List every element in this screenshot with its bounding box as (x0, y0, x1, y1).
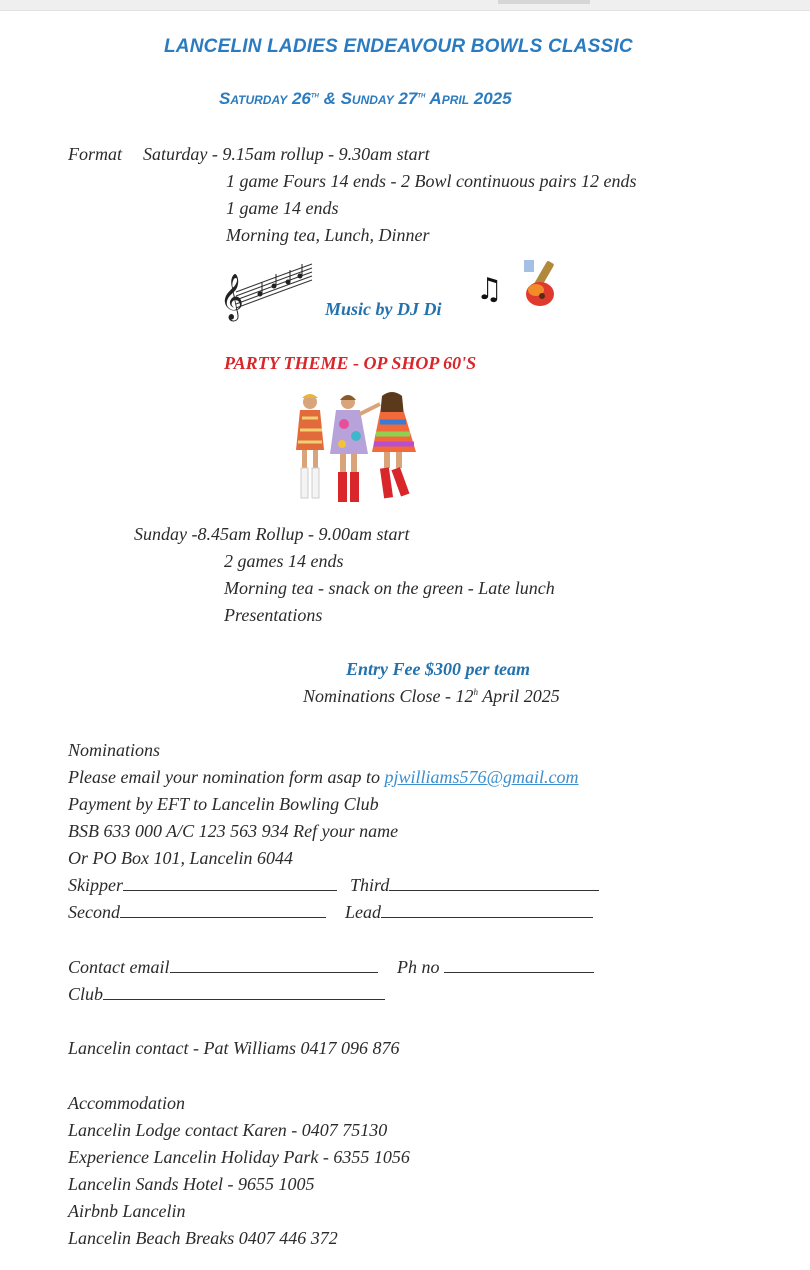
contact-email-field[interactable] (68, 957, 378, 978)
contact-email-label: Contact email (68, 957, 170, 977)
nominations-close-sup: h (473, 687, 479, 697)
date-sup-sun: th (417, 89, 426, 100)
email-prefix: Please email your nomination form asap to (68, 767, 385, 787)
party-theme: PARTY THEME - OP SHOP 60'S (224, 353, 477, 373)
nominations-close-suffix: April 2025 (478, 686, 560, 706)
music-staff-icon (218, 258, 314, 320)
format-label: Format (68, 144, 122, 164)
saturday-line-2: 1 game Fours 14 ends - 2 Bowl continuous pairs 12 ends (226, 171, 637, 191)
accommodation-heading: Accommodation (68, 1093, 185, 1113)
saturday-line-1: Saturday - 9.15am rollup - 9.30am start (143, 144, 430, 164)
sunday-line-3: Morning tea - snack on the green - Late lunch (224, 578, 555, 598)
sunday-line-4: Presentations (224, 605, 323, 625)
phone-label: Ph no (397, 957, 440, 977)
skipper-blank[interactable] (123, 875, 337, 891)
date-saturday: Saturday 26 (219, 89, 311, 108)
email-link[interactable]: pjwilliams576@gmail.com (384, 767, 579, 787)
accommodation-item: Lancelin Sands Hotel - 9655 1005 (68, 1174, 315, 1194)
svg-text:𝄞: 𝄞 (220, 274, 244, 320)
sunday-line-1: Sunday -8.45am Rollup - 9.00am start (134, 524, 410, 544)
third-label: Third (350, 875, 390, 895)
phone-field[interactable] (397, 957, 594, 978)
sixties-dancers-image (288, 390, 428, 510)
entry-fee: Entry Fee $300 per team (346, 659, 530, 679)
sunday-line-2: 2 games 14 ends (224, 551, 344, 571)
lead-blank[interactable] (381, 902, 593, 918)
music-note-icon: ♫ (476, 272, 503, 307)
date-sup-sat: th (310, 89, 319, 100)
accommodation-item: Airbnb Lancelin (68, 1201, 186, 1221)
third-blank[interactable] (389, 875, 599, 891)
accommodation-item: Lancelin Lodge contact Karen - 0407 75130 (68, 1120, 388, 1140)
date-sunday: & Sunday 27 (318, 89, 418, 108)
lead-label: Lead (345, 902, 381, 922)
second-field[interactable] (68, 902, 326, 923)
event-dates (219, 89, 512, 109)
music-by-dj: Music by DJ Di (325, 299, 442, 319)
po-box-line: Or PO Box 101, Lancelin 6044 (68, 848, 293, 868)
nominations-heading: Nominations (68, 740, 161, 760)
bsb-line: BSB 633 000 A/C 123 563 934 Ref your name (68, 821, 399, 841)
saturday-line-4: Morning tea, Lunch, Dinner (226, 225, 430, 245)
club-blank[interactable] (103, 984, 385, 1000)
guitar-icon (516, 258, 568, 310)
accommodation-item: Experience Lancelin Holiday Park - 6355 1056 (68, 1147, 410, 1167)
payment-line: Payment by EFT to Lancelin Bowling Club (68, 794, 379, 814)
club-label: Club (68, 984, 104, 1004)
phone-blank[interactable] (444, 957, 594, 973)
event-title: LANCELIN LADIES ENDEAVOUR BOWLS CLASSIC (164, 36, 633, 57)
nominations-email-line (68, 767, 579, 788)
lancelin-contact: Lancelin contact - Pat Williams 0417 096 876 (68, 1038, 400, 1058)
top-bar (0, 0, 810, 11)
saturday-line-3: 1 game 14 ends (226, 198, 339, 218)
date-month-year: April 2025 (425, 89, 512, 108)
second-blank[interactable] (120, 902, 326, 918)
club-field[interactable] (68, 984, 385, 1005)
contact-email-blank[interactable] (170, 957, 378, 973)
accommodation-item: Lancelin Beach Breaks 0407 446 372 (68, 1228, 338, 1248)
nominations-close-prefix: Nominations Close - 12 (303, 686, 474, 706)
second-label: Second (68, 902, 120, 922)
nominations-close (303, 686, 560, 707)
skipper-field[interactable] (68, 875, 337, 896)
third-field[interactable] (350, 875, 599, 896)
top-tab (498, 0, 590, 4)
skipper-label: Skipper (68, 875, 123, 895)
lead-field[interactable] (345, 902, 593, 923)
